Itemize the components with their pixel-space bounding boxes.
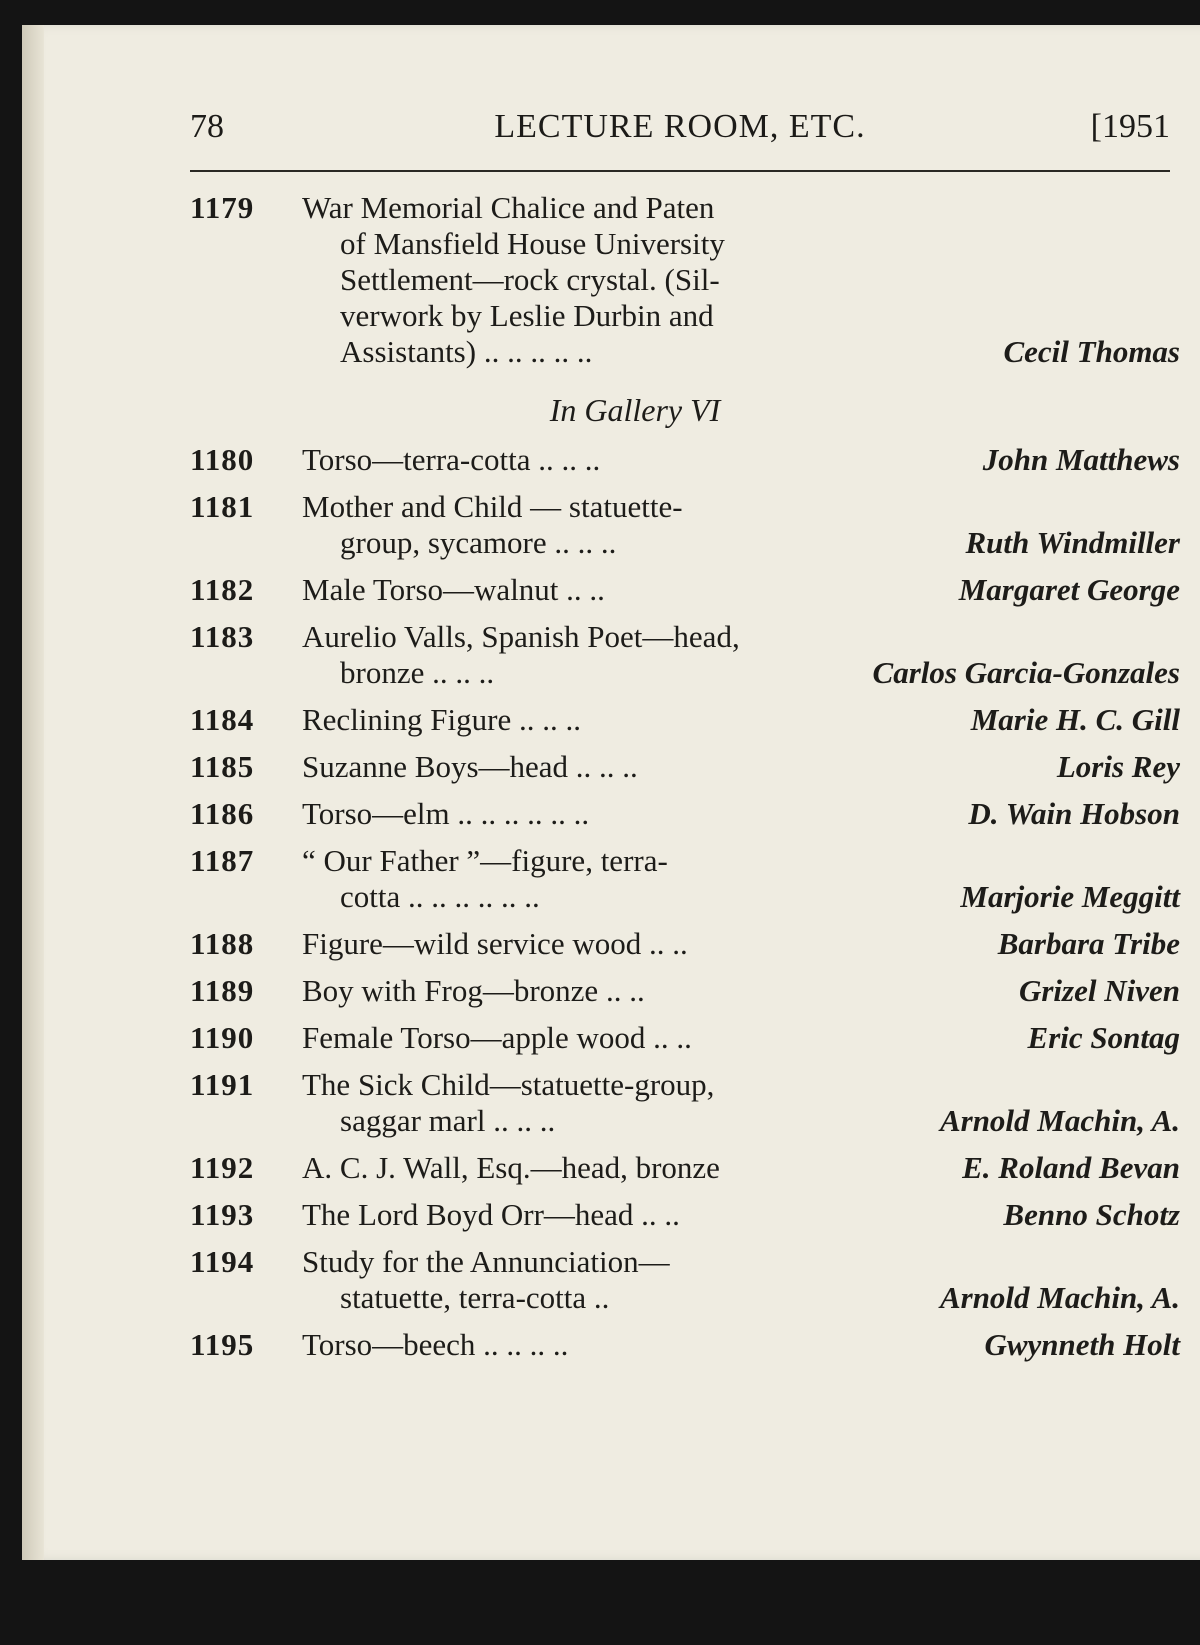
entry-artist: Gwynneth Holt bbox=[984, 1327, 1180, 1362]
running-title: LECTURE ROOM, ETC. bbox=[494, 108, 866, 145]
entry-description-line: Settlement—rock crystal. (Sil- bbox=[340, 262, 720, 297]
page-header bbox=[190, 108, 1170, 158]
entry-description-line: The Sick Child—statuette-group, bbox=[302, 1067, 715, 1102]
section-heading: In Gallery VI bbox=[549, 392, 721, 428]
entry-description-line: Assistants) .. .. .. .. .. bbox=[340, 334, 593, 369]
entry-description bbox=[302, 973, 862, 1009]
page-gutter-edge bbox=[22, 25, 44, 1560]
catalogue-entry bbox=[190, 749, 1180, 785]
entry-number: 1189 bbox=[190, 973, 255, 1008]
entry-description bbox=[302, 926, 862, 962]
entry-description-line: A. C. J. Wall, Esq.—head, bronze bbox=[302, 1150, 720, 1185]
entry-description-line: War Memorial Chalice and Paten bbox=[302, 190, 715, 225]
catalogue-entry bbox=[190, 702, 1180, 738]
entry-description-line: bronze .. .. .. bbox=[340, 655, 495, 690]
entry-description-line: Reclining Figure .. .. .. bbox=[302, 702, 581, 737]
entry-description-line: Mother and Child — statuette- bbox=[302, 489, 683, 524]
entry-description bbox=[302, 489, 862, 561]
entry-description-line: Torso—beech .. .. .. .. bbox=[302, 1327, 569, 1362]
entry-description bbox=[302, 796, 862, 832]
entry-list bbox=[190, 442, 1180, 1363]
entry-number: 1187 bbox=[190, 843, 255, 878]
entry-number: 1192 bbox=[190, 1150, 255, 1185]
entry-artist: Margaret George bbox=[958, 572, 1180, 607]
entry-description-line: Study for the Annunciation— bbox=[302, 1244, 670, 1279]
entry-description-line: cotta .. .. .. .. .. .. bbox=[340, 879, 540, 914]
entry-number: 1194 bbox=[190, 1244, 255, 1279]
entry-number: 1183 bbox=[190, 619, 255, 654]
entry-description-line: Torso—elm .. .. .. .. .. .. bbox=[302, 796, 590, 831]
catalogue-entry bbox=[190, 1327, 1180, 1363]
entry-artist: D. Wain Hobson bbox=[968, 796, 1180, 831]
entry-description-line: statuette, terra-cotta .. bbox=[340, 1280, 610, 1315]
entry-description bbox=[302, 1020, 862, 1056]
entry-number: 1190 bbox=[190, 1020, 255, 1055]
entry-artist: Eric Sontag bbox=[1027, 1020, 1180, 1055]
entry-artist: Arnold Machin, A. bbox=[939, 1280, 1180, 1315]
catalogue-entry bbox=[190, 1197, 1180, 1233]
entry-description-line: “ Our Father ”—figure, terra- bbox=[302, 843, 668, 878]
catalogue-entry bbox=[190, 442, 1180, 478]
entry-description bbox=[302, 1244, 862, 1316]
entry-number: 1184 bbox=[190, 702, 255, 737]
entry-artist: Ruth Windmiller bbox=[965, 525, 1180, 560]
entry-artist: Loris Rey bbox=[1056, 749, 1180, 784]
entry-artist: Cecil Thomas bbox=[1003, 334, 1180, 369]
catalogue-entry bbox=[190, 926, 1180, 962]
header-rule bbox=[190, 170, 1170, 172]
entry-description-line: Figure—wild service wood .. .. bbox=[302, 926, 688, 961]
entry-description-line: Aurelio Valls, Spanish Poet—head, bbox=[302, 619, 740, 654]
entry-number: 1191 bbox=[190, 1067, 255, 1102]
catalogue-entry bbox=[190, 619, 1180, 691]
catalogue-entry bbox=[190, 796, 1180, 832]
entry-number: 1186 bbox=[190, 796, 255, 831]
entry-description-line: of Mansfield House University bbox=[340, 226, 725, 261]
entry-description-line: saggar marl .. .. .. bbox=[340, 1103, 556, 1138]
entry-artist: Benno Schotz bbox=[1003, 1197, 1180, 1232]
catalogue-entry bbox=[190, 572, 1180, 608]
entry-description-line: verwork by Leslie Durbin and bbox=[340, 298, 714, 333]
catalogue-entry bbox=[190, 843, 1180, 915]
entry-description-line: Suzanne Boys—head .. .. .. bbox=[302, 749, 638, 784]
entry-description-line: group, sycamore .. .. .. bbox=[340, 525, 617, 560]
entry-description-line: Torso—terra-cotta .. .. .. bbox=[302, 442, 601, 477]
catalogue-entry bbox=[190, 1067, 1180, 1139]
entry-description bbox=[302, 190, 882, 370]
entry-artist: John Matthews bbox=[982, 442, 1180, 477]
catalogue-entry bbox=[190, 973, 1180, 1009]
entry-number: 1180 bbox=[190, 442, 255, 477]
page-number: 78 bbox=[190, 108, 224, 145]
catalogue-entry bbox=[190, 190, 1180, 370]
entry-number: 1179 bbox=[190, 190, 255, 225]
entry-description bbox=[302, 442, 862, 478]
entry-description-line: Boy with Frog—bronze .. .. bbox=[302, 973, 645, 1008]
entry-description-line: The Lord Boyd Orr—head .. .. bbox=[302, 1197, 680, 1232]
entry-description bbox=[302, 749, 862, 785]
entry-number: 1185 bbox=[190, 749, 255, 784]
entry-artist: Carlos Garcia-Gonzales bbox=[872, 655, 1180, 690]
entry-description bbox=[302, 572, 862, 608]
entry-description-line: Female Torso—apple wood .. .. bbox=[302, 1020, 692, 1055]
entry-artist: Barbara Tribe bbox=[997, 926, 1180, 961]
entry-number: 1193 bbox=[190, 1197, 255, 1232]
entry-description-line: Male Torso—walnut .. .. bbox=[302, 572, 605, 607]
entry-description bbox=[302, 702, 862, 738]
entry-description bbox=[302, 1327, 862, 1363]
entry-number: 1188 bbox=[190, 926, 255, 961]
catalogue-entry bbox=[190, 1020, 1180, 1056]
catalogue-entry bbox=[190, 1150, 1180, 1186]
entry-artist: Arnold Machin, A. bbox=[939, 1103, 1180, 1138]
year-mark: [1951 bbox=[1090, 108, 1170, 145]
entry-number: 1181 bbox=[190, 489, 255, 524]
entry-number: 1182 bbox=[190, 572, 255, 607]
entry-description bbox=[302, 1067, 862, 1139]
entry-artist: Marie H. C. Gill bbox=[970, 702, 1180, 737]
entry-artist: Grizel Niven bbox=[1018, 973, 1180, 1008]
catalogue-entry bbox=[190, 1244, 1180, 1316]
entry-description bbox=[302, 1150, 862, 1186]
catalogue-entry bbox=[190, 489, 1180, 561]
entry-number: 1195 bbox=[190, 1327, 255, 1362]
entry-description bbox=[302, 619, 862, 691]
entry-artist: Marjorie Meggitt bbox=[960, 879, 1180, 914]
entry-artist: E. Roland Bevan bbox=[962, 1150, 1180, 1185]
catalogue-list bbox=[190, 190, 1180, 1374]
entry-description bbox=[302, 843, 862, 915]
entry-description bbox=[302, 1197, 862, 1233]
